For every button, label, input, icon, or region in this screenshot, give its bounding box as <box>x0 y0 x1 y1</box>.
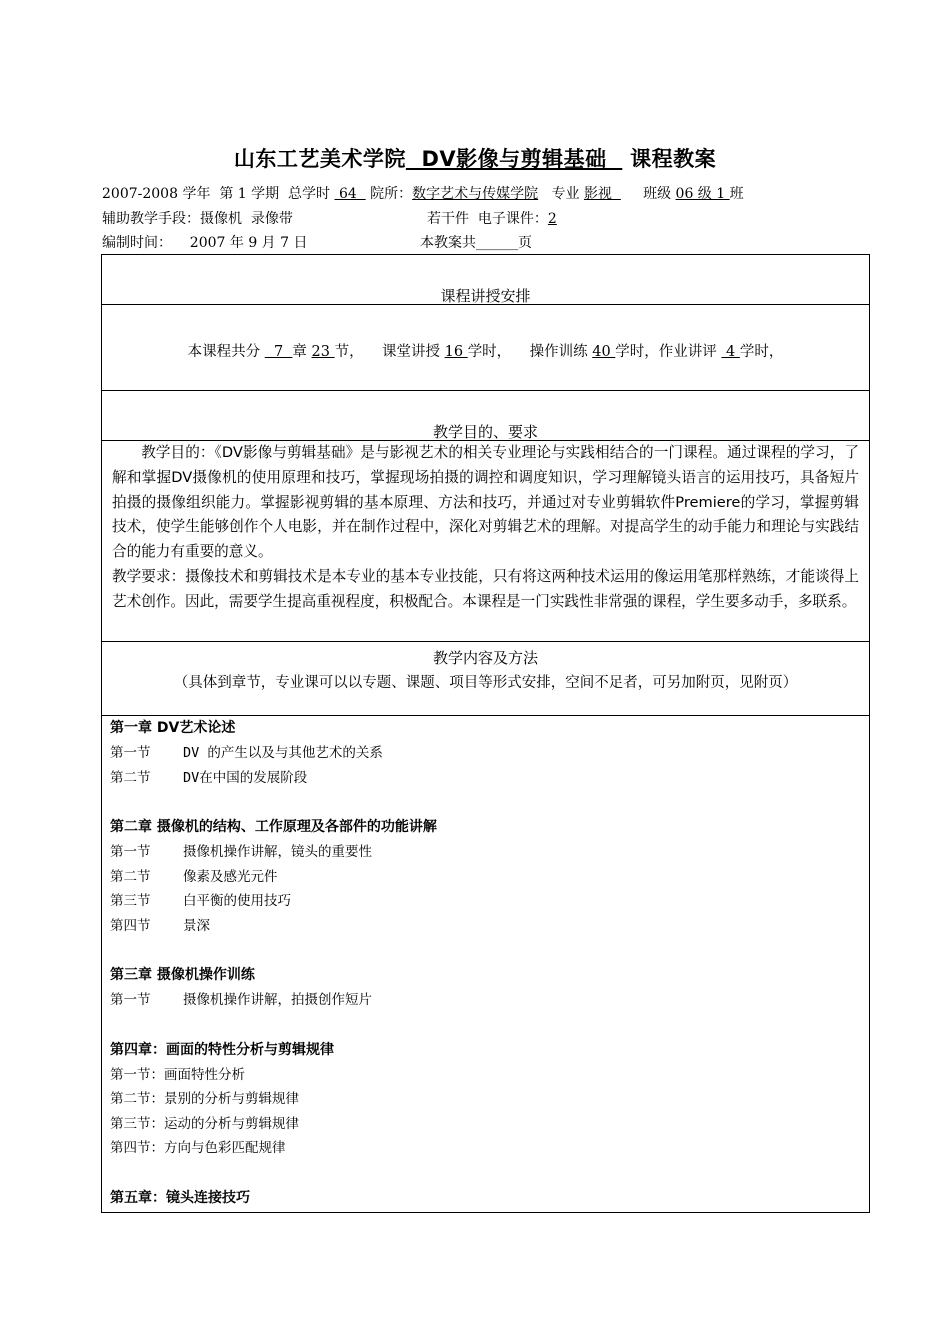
chapter-count: 7 <box>264 344 293 360</box>
section-item: 第一节 摄像机操作讲解，拍摄创作短片 <box>110 992 373 1008</box>
chapter-title: 第四章：画面的特性分析与剪辑规律 <box>110 1041 334 1058</box>
practice-hours: 40 <box>592 344 616 360</box>
lesson-plan-table <box>101 254 870 1213</box>
chapter-title: 第三章 摄像机操作训练 <box>110 967 255 983</box>
section-item: 第二节：景别的分析与剪辑规律 <box>110 1091 299 1107</box>
section-item: 第二节 像素及感光元件 <box>110 868 278 885</box>
page-count: ______ <box>476 235 518 251</box>
section-count: 23 <box>311 344 335 360</box>
spacer <box>110 1013 850 1038</box>
schedule-text: 本课程共分 7 章 23 节， 课堂讲授 16 学时， 操作训练 40 学时，作业讲评 4 学时， <box>187 344 784 360</box>
school-name: 山东工艺美术学院 <box>233 147 406 171</box>
courseware-count: 2 <box>547 211 557 227</box>
title-suffix: 课程教案 <box>630 147 717 171</box>
objectives-header: 教学目的、要求 <box>432 423 538 441</box>
total-hours: 64 <box>334 186 366 202</box>
section-item: 第四节：方向与色彩匹配规律 <box>110 1140 286 1156</box>
section-item: 第一节 摄像机操作讲解，镜头的重要性 <box>110 844 373 860</box>
divider <box>102 304 869 305</box>
schedule-header: 课程讲授安排 <box>440 287 531 305</box>
chapter-title: 第一章 DV艺术论述 <box>110 720 236 736</box>
department: 数字艺术与传媒学院 <box>412 186 539 202</box>
spacer <box>110 1161 850 1186</box>
teaching-requirement: 教学要求：摄像技术和剪辑技术是本专业的基本专业技能，只有将这两种技术运用的像运用笔那样熟练，才能谈得上艺术创作。因此，需要学生提高重视程度，积极配合。本课程是一门实践性非常强的课程，学生要多动手，多联系。 <box>112 567 859 610</box>
meta-line-3: 编制时间： 2007 年 9 月 7 日 <box>102 235 308 251</box>
spacer <box>110 790 850 815</box>
section-item: 第四节 景深 <box>110 917 211 934</box>
objectives-body <box>112 441 859 615</box>
lecture-hours: 16 <box>444 344 468 360</box>
page-title <box>0 143 950 173</box>
content-header: 教学内容及方法 <box>432 649 538 667</box>
section-item: 第一节 DV 的产生以及与其他艺术的关系 <box>110 745 383 761</box>
section-item: 第一节：画面特性分析 <box>110 1066 245 1083</box>
divider <box>102 390 869 391</box>
section-item: 第三节 白平衡的使用技巧 <box>110 893 292 909</box>
content-note: （具体到章节，专业课可以以专题、课题、项目等形式安排，空间不足者，可另加附页，见附页） <box>173 675 798 691</box>
meta-line-3b: 本教案共______页 <box>420 235 532 251</box>
chapter-title: 第二章 摄像机的结构、工作原理及各部件的功能讲解 <box>110 819 437 835</box>
review-hours: 4 <box>721 344 740 360</box>
teaching-purpose: 教学目的：《DV影像与剪辑基础》是与影视艺术的相关专业理论与实践相结合的一门课程。通过课程的学习，了解和掌握DV摄像机的使用原理和技巧，掌握现场拍摄的调控和调度知识，学习理解镜头语言的运用技巧，具备短片拍摄的摄像组织能力。掌握影视剪辑的基本原理、方法和技巧，并通过对专业剪辑软件Premiere的学习，掌握剪辑技术，使学生能够创作个人电影，并在制作过程中，深化对剪辑艺术的理解。对提高学生的动手能力和理论与实践结合的能力有重要的意义。 <box>112 444 859 561</box>
divider <box>102 641 869 642</box>
chapter-list <box>110 716 850 1211</box>
meta-line-1: 2007-2008 学年 第 1 学期 总学时 64 院所：数字艺术与传媒学院 专业 影视 班级 06 级 1 班 <box>102 186 744 202</box>
spacer <box>110 938 850 963</box>
class-name: 06 级 1 <box>675 186 730 202</box>
meta-line-2b: 若干件 电子课件：2 <box>427 211 557 227</box>
major: 影视 <box>583 186 621 202</box>
section-item: 第二节 DV在中国的发展阶段 <box>110 769 308 786</box>
course-name: DV影像与剪辑基础 <box>405 147 623 171</box>
chapter-title: 第五章：镜头连接技巧 <box>110 1189 250 1206</box>
meta-line-2: 辅助教学手段：摄像机 录像带 <box>102 211 293 227</box>
section-item: 第三节：运动的分析与剪辑规律 <box>110 1115 299 1132</box>
